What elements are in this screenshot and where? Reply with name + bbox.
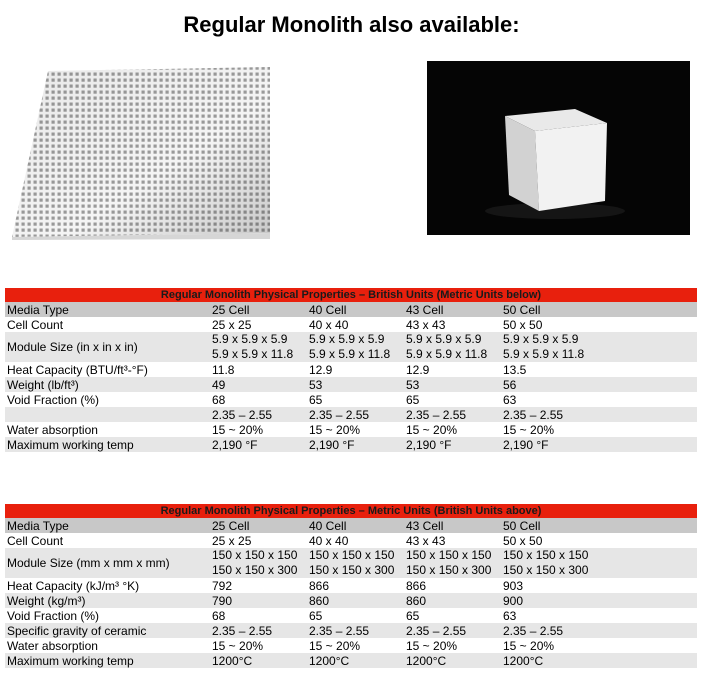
cell-line: 5.9 x 5.9 x 11.8 [309,347,391,361]
table-row [5,548,697,578]
column-header-row [5,302,697,317]
table-cell: 15 ~ 20% [212,638,309,653]
table-header-row [5,503,697,518]
table-cell [212,548,309,578]
table-cell: 68 [212,392,309,407]
table-cell: 790 [212,593,309,608]
table-row [5,407,697,422]
table-row [5,437,697,452]
table-cell: 2,190 °F [309,437,406,452]
table-row [5,422,697,437]
british-units-table [5,286,697,452]
cell-line: 150 x 150 x 300 [309,563,395,577]
table-cell: 1200°C [212,653,309,668]
table-cell: 56 [503,377,697,392]
row-label: Maximum working temp [5,653,212,668]
cell-line: 5.9 x 5.9 x 5.9 [309,332,385,346]
table-cell: 53 [309,377,406,392]
table-cell: 12.9 [406,362,503,377]
row-label [5,407,212,422]
row-label: Water absorption [5,638,212,653]
cell-line: 150 x 150 x 300 [212,563,298,577]
table-cell: 903 [503,578,697,593]
table-cell: 2.35 – 2.55 [406,623,503,638]
row-label: Void Fraction (%) [5,392,212,407]
row-label: Module Size (in x in x in) [5,332,212,362]
table-row [5,653,697,668]
table-cell: 866 [309,578,406,593]
cell-line: 150 x 150 x 150 [406,548,492,562]
table-cell: 65 [406,392,503,407]
column-header: 43 Cell [406,518,503,533]
table-cell: 65 [309,392,406,407]
table-cell: 53 [406,377,503,392]
table-cell: 15 ~ 20% [503,638,697,653]
column-header: 50 Cell [503,302,697,317]
table-cell: 63 [503,392,697,407]
table-cell: 15 ~ 20% [309,422,406,437]
column-header-row [5,518,697,533]
table-cell: 2.35 – 2.55 [309,623,406,638]
row-label: Weight (lb/ft³) [5,377,212,392]
table-cell: 63 [503,608,697,623]
table-cell: 65 [406,608,503,623]
cell-line: 5.9 x 5.9 x 11.8 [503,347,585,361]
table-cell: 860 [406,593,503,608]
monolith-plate-photo [8,65,275,240]
cell-line: 5.9 x 5.9 x 11.8 [406,347,488,361]
table-cell: 1200°C [406,653,503,668]
column-header: 50 Cell [503,518,697,533]
table-cell: 49 [212,377,309,392]
row-label: Maximum working temp [5,437,212,452]
cell-line: 150 x 150 x 300 [503,563,589,577]
cell-line: 5.9 x 5.9 x 5.9 [503,332,579,346]
table-cell: 2,190 °F [212,437,309,452]
table-row [5,377,697,392]
table-row [5,623,697,638]
table-cell: 12.9 [309,362,406,377]
table-cell: 900 [503,593,697,608]
table-header-row [5,287,697,302]
table-cell [503,548,697,578]
table-cell: 25 x 25 [212,533,309,548]
table-cell: 15 ~ 20% [503,422,697,437]
table-cell: 15 ~ 20% [309,638,406,653]
table-cell: 65 [309,608,406,623]
table-cell: 15 ~ 20% [212,422,309,437]
table-cell: 2,190 °F [406,437,503,452]
table-cell [212,332,309,362]
cell-line: 5.9 x 5.9 x 11.8 [212,347,294,361]
column-header: 25 Cell [212,302,309,317]
table-cell: 15 ~ 20% [406,422,503,437]
table-cell: 866 [406,578,503,593]
table-cell: 11.8 [212,362,309,377]
table-row [5,392,697,407]
table-cell [406,332,503,362]
table-cell: 40 x 40 [309,317,406,332]
cell-line: 150 x 150 x 150 [212,548,298,562]
table-cell: 50 x 50 [503,317,697,332]
table-cell: 2.35 – 2.55 [503,623,697,638]
column-header: 40 Cell [309,302,406,317]
table-cell: 2.35 – 2.55 [406,407,503,422]
table-cell [309,332,406,362]
table-cell: 40 x 40 [309,533,406,548]
column-header: 43 Cell [406,302,503,317]
table-cell: 860 [309,593,406,608]
table-row [5,317,697,332]
cell-line: 150 x 150 x 300 [406,563,492,577]
table-row [5,638,697,653]
table-cell: 2.35 – 2.55 [309,407,406,422]
page-title: Regular Monolith also available: [183,12,520,37]
table-row [5,608,697,623]
table-cell: 2.35 – 2.55 [212,407,309,422]
table-cell: 50 x 50 [503,533,697,548]
row-label: Water absorption [5,422,212,437]
row-label: Weight (kg/m³) [5,593,212,608]
cell-line: 5.9 x 5.9 x 5.9 [212,332,288,346]
table-cell: 68 [212,608,309,623]
table-cell: 13.5 [503,362,697,377]
table-cell: 1200°C [503,653,697,668]
metric-units-table [5,502,697,668]
table-cell [406,548,503,578]
table-cell: 1200°C [309,653,406,668]
row-label: Heat Capacity (BTU/ft³-°F) [5,362,212,377]
row-label: Specific gravity of ceramic [5,623,212,638]
table-cell: 2,190 °F [503,437,697,452]
cell-line: 5.9 x 5.9 x 5.9 [406,332,482,346]
column-header: Media Type [5,518,212,533]
table-row [5,362,697,377]
cell-line: 150 x 150 x 150 [309,548,395,562]
row-label: Cell Count [5,317,212,332]
table-cell: 2.35 – 2.55 [212,623,309,638]
cell-line: 150 x 150 x 150 [503,548,589,562]
column-header: 25 Cell [212,518,309,533]
row-label: Module Size (mm x mm x mm) [5,548,212,578]
table-row [5,332,697,362]
monolith-cube-photo [427,61,690,235]
table-cell: 25 x 25 [212,317,309,332]
table-cell [503,332,697,362]
table-title: Regular Monolith Physical Properties – British Units (Metric Units below) [5,287,697,302]
table-cell: 43 x 43 [406,317,503,332]
row-label: Void Fraction (%) [5,608,212,623]
table-cell: 43 x 43 [406,533,503,548]
table-cell [309,548,406,578]
table-cell: 2.35 – 2.55 [503,407,697,422]
table-title: Regular Monolith Physical Properties – Metric Units (British Units above) [5,503,697,518]
column-header: Media Type [5,302,212,317]
column-header: 40 Cell [309,518,406,533]
table-row [5,533,697,548]
table-row [5,578,697,593]
table-row [5,593,697,608]
table-cell: 792 [212,578,309,593]
table-cell: 15 ~ 20% [406,638,503,653]
row-label: Cell Count [5,533,212,548]
row-label: Heat Capacity (kJ/m³ °K) [5,578,212,593]
